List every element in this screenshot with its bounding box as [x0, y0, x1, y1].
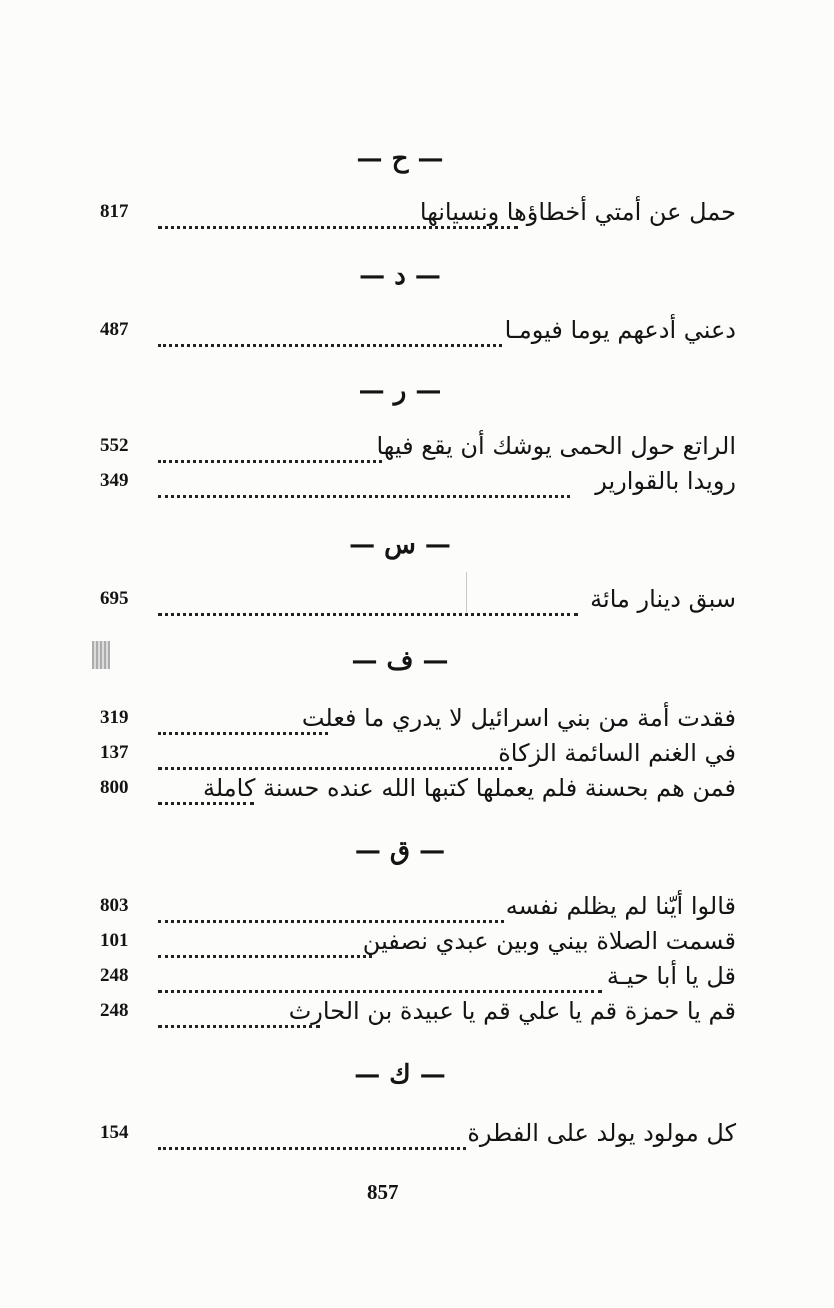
entry-text: في الغنم السائمة الزكاة	[498, 739, 736, 767]
section-letter: س	[384, 530, 416, 560]
section-letter: ف	[386, 646, 414, 676]
section-heading-ra: — ر —	[358, 376, 442, 406]
entry-page-number: 248	[100, 1000, 129, 1021]
index-entry	[96, 465, 736, 499]
section-letter: ح	[391, 144, 409, 174]
entry-text: قالوا أيّنا لم يظلم نفسه	[505, 892, 736, 920]
entry-text: دعني أدعهم يوما فيومـا	[504, 316, 736, 344]
entry-text: كل مولود يولد على الفطرة	[467, 1119, 736, 1147]
entry-page-number: 695	[100, 588, 129, 609]
dot-leader	[158, 587, 578, 616]
entry-text: قسمت الصلاة بيني وبين عبدي نصفين	[362, 927, 736, 955]
section-letter: ك	[389, 1060, 411, 1090]
section-heading-kaf: — ك —	[354, 1060, 446, 1090]
entry-page-number: 487	[100, 319, 129, 340]
index-entry	[96, 702, 736, 736]
index-entry	[96, 890, 736, 924]
entry-text: سبق دينار مائة	[590, 585, 736, 613]
entry-text: فقدت أمة من بني اسرائيل لا يدري ما فعلت	[301, 704, 736, 732]
entry-page-number: 803	[100, 895, 129, 916]
entry-page-number: 137	[100, 742, 129, 763]
entry-page-number: 817	[100, 201, 129, 222]
index-entry	[96, 737, 736, 771]
entry-page-number: 101	[100, 930, 129, 951]
section-heading-dal: — د —	[359, 261, 441, 291]
entry-page-number: 349	[100, 470, 129, 491]
page-number: 857	[367, 1180, 399, 1204]
section-heading-fa: — ف —	[351, 646, 449, 676]
dot-leader	[158, 318, 502, 347]
entry-text: حمل عن أمتي أخطاؤها ونسيانها	[419, 198, 736, 226]
index-entry	[96, 430, 736, 464]
section-heading-qaf: — ق —	[354, 836, 446, 866]
section-letter: ق	[389, 836, 411, 866]
entry-text: رويدا بالقوارير	[595, 467, 736, 495]
section-heading-ha: — ح —	[356, 144, 444, 174]
index-entry	[96, 1117, 736, 1151]
section-letter: د	[394, 261, 406, 291]
entry-text: قل يا أبا حيـة	[606, 962, 736, 990]
dot-leader	[158, 469, 570, 498]
entry-text: الراتع حول الحمى يوشك أن يقع فيها	[376, 432, 736, 460]
index-entry	[96, 772, 736, 806]
dot-leader	[158, 434, 382, 463]
entry-page-number: 552	[100, 435, 129, 456]
entry-text: قم يا حمزة قم يا علي قم يا عبيدة بن الحارث	[288, 997, 736, 1025]
section-heading-sin: — س —	[349, 530, 451, 560]
entry-page-number: 154	[100, 1122, 129, 1143]
dot-leader	[158, 929, 372, 958]
dot-leader	[158, 1121, 466, 1150]
dot-leader	[158, 741, 512, 770]
entry-text: فمن هم بحسنة فلم يعملها كتبها الله عنده حسنة كاملة	[202, 774, 736, 802]
entry-page-number: 248	[100, 965, 129, 986]
section-letter: ر	[393, 376, 407, 406]
index-entry	[96, 583, 736, 617]
dot-leader	[158, 964, 602, 993]
index-entry	[96, 925, 736, 959]
scan-artifact	[92, 641, 110, 669]
entry-page-number: 319	[100, 707, 129, 728]
entry-page-number: 800	[100, 777, 129, 798]
index-entry	[96, 196, 736, 230]
index-entry	[96, 995, 736, 1029]
dot-leader	[158, 894, 504, 923]
index-entry	[96, 960, 736, 994]
index-entry	[96, 314, 736, 348]
